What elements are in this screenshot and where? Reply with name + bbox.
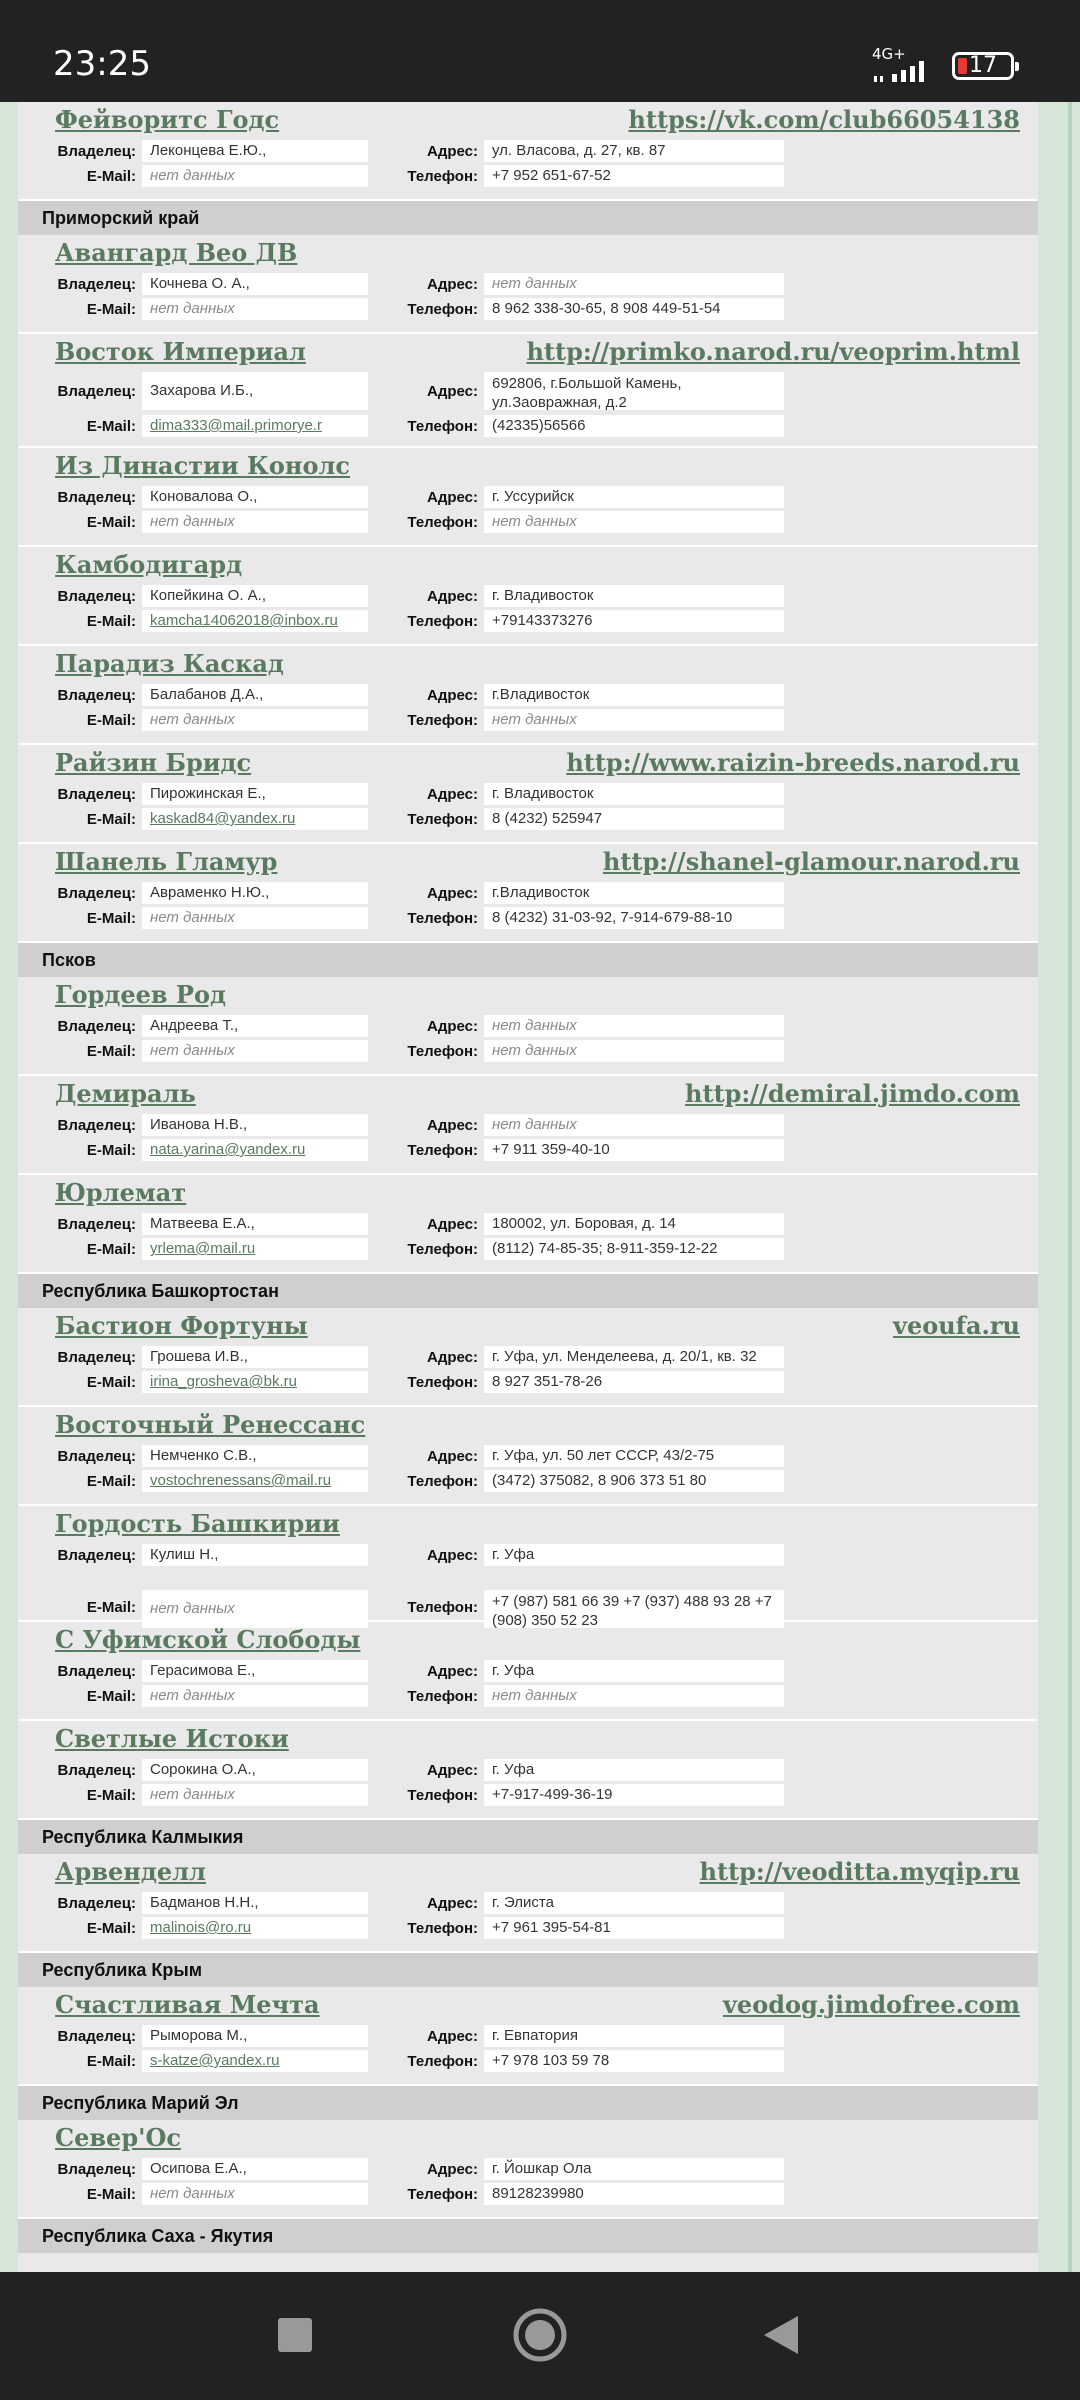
owner-label: Владелец: — [57, 276, 136, 293]
back-button[interactable] — [748, 2302, 814, 2368]
phone-value: 8 962 338-30-65, 8 908 449-51-54 — [484, 298, 784, 320]
kennel-website-link[interactable]: https://vk.com/club66054138 — [628, 105, 1020, 134]
phone-label: Телефон: — [407, 2053, 478, 2070]
address-value: г. Йошкар Ола — [484, 2158, 784, 2180]
owner-label: Владелец: — [57, 1117, 136, 1134]
network-type: 4G+ — [872, 45, 906, 63]
kennel-name-link[interactable]: Фейворитс Годс — [55, 105, 280, 134]
address-label: Адрес: — [427, 2161, 478, 2178]
phone-value: 8 927 351-78-26 — [484, 1371, 784, 1393]
owner-value: Бадманов Н.Н., — [142, 1892, 368, 1914]
email-label: E-Mail: — [86, 712, 136, 729]
kennel-name-link[interactable]: Демираль — [55, 1079, 196, 1108]
kennel-name-link[interactable]: Авангард Вео ДВ — [55, 238, 298, 267]
kennel-website-link[interactable]: veodog.jimdofree.com — [722, 1990, 1020, 2019]
kennel-name-link[interactable]: Север'Ос — [55, 2123, 181, 2152]
owner-label: Владелец: — [57, 588, 136, 605]
address-label: Адрес: — [427, 1762, 478, 1779]
region-header: Приморский край — [18, 201, 1038, 235]
address-value: г. Уфа, ул. 50 лет СССР, 43/2-75 — [484, 1445, 784, 1467]
address-value: г.Владивосток — [484, 882, 784, 904]
signal-icon — [872, 60, 934, 82]
kennel-card — [18, 1076, 1038, 1175]
region-header: Республика Саха - Якутия — [18, 2219, 1038, 2253]
owner-label: Владелец: — [57, 2028, 136, 2045]
owner-value: Сорокина О.А., — [142, 1759, 368, 1781]
owner-value: Коновалова О., — [142, 486, 368, 508]
kennel-card — [18, 1622, 1038, 1721]
phone-label: Телефон: — [407, 1688, 478, 1705]
phone-label: Телефон: — [407, 1599, 478, 1616]
address-label: Адрес: — [427, 588, 478, 605]
owner-label: Владелец: — [57, 1663, 136, 1680]
address-label: Адрес: — [427, 1018, 478, 1035]
email-label: E-Mail: — [86, 1920, 136, 1937]
address-value: г. Элиста — [484, 1892, 784, 1914]
email-value[interactable]: nata.yarina@yandex.ru — [142, 1139, 368, 1161]
phone-value: +7 952 651-67-52 — [484, 165, 784, 187]
kennel-card — [18, 844, 1038, 943]
phone-label: Телефон: — [407, 418, 478, 435]
region-header: Республика Башкортостан — [18, 1274, 1038, 1308]
email-value[interactable]: kamcha14062018@inbox.ru — [142, 610, 368, 632]
phone-label: Телефон: — [407, 712, 478, 729]
phone-value: нет данных — [484, 1685, 784, 1707]
kennel-name-link[interactable]: Счастливая Мечта — [55, 1990, 320, 2019]
email-label: E-Mail: — [86, 2186, 136, 2203]
owner-label: Владелец: — [57, 786, 136, 803]
kennel-name-link[interactable]: Юрлемат — [55, 1178, 187, 1207]
kennel-website-link[interactable]: http://www.raizin-breeds.narod.ru — [566, 748, 1020, 777]
email-label: E-Mail: — [86, 811, 136, 828]
phone-value: +7 (987) 581 66 39 +7 (937) 488 93 28 +7 (908) 350 52 23 — [484, 1590, 784, 1628]
status-bar — [0, 0, 1080, 102]
email-label: E-Mail: — [86, 1599, 136, 1616]
phone-label: Телефон: — [407, 1241, 478, 1258]
owner-label: Владелец: — [57, 1216, 136, 1233]
phone-value: +7-917-499-36-19 — [484, 1784, 784, 1806]
phone-label: Телефон: — [407, 514, 478, 531]
owner-label: Владелец: — [57, 489, 136, 506]
phone-label: Телефон: — [407, 1374, 478, 1391]
email-label: E-Mail: — [86, 2053, 136, 2070]
email-value[interactable]: kaskad84@yandex.ru — [142, 808, 368, 830]
page-border — [1068, 102, 1072, 2272]
phone-label: Телефон: — [407, 811, 478, 828]
phone-label: Телефон: — [407, 1142, 478, 1159]
owner-value: Леконцева Е.Ю., — [142, 140, 368, 162]
kennel-name-link[interactable]: Камбодигард — [55, 550, 243, 579]
owner-label: Владелец: — [57, 2161, 136, 2178]
address-label: Адрес: — [427, 2028, 478, 2045]
kennel-card — [18, 1854, 1038, 1953]
email-label: E-Mail: — [86, 1374, 136, 1391]
address-label: Адрес: — [427, 276, 478, 293]
address-value: г.Владивосток — [484, 684, 784, 706]
region-header: Псков — [18, 943, 1038, 977]
kennel-card — [18, 334, 1038, 448]
address-label: Адрес: — [427, 1547, 478, 1564]
owner-label: Владелец: — [57, 885, 136, 902]
kennel-card — [18, 1175, 1038, 1274]
address-label: Адрес: — [427, 1216, 478, 1233]
email-value[interactable]: irina_grosheva@bk.ru — [142, 1371, 368, 1393]
owner-label: Владелец: — [57, 143, 136, 160]
owner-label: Владелец: — [57, 1547, 136, 1564]
owner-value: Авраменко Н.Ю., — [142, 882, 368, 904]
email-value: нет данных — [142, 1784, 368, 1806]
owner-value: Андреева Т., — [142, 1015, 368, 1037]
address-label: Адрес: — [427, 489, 478, 506]
email-label: E-Mail: — [86, 1241, 136, 1258]
address-value: 180002, ул. Боровая, д. 14 — [484, 1213, 784, 1235]
phone-label: Телефон: — [407, 1787, 478, 1804]
phone-label: Телефон: — [407, 1473, 478, 1490]
phone-value: нет данных — [484, 709, 784, 731]
owner-value: Грошева И.В., — [142, 1346, 368, 1368]
phone-value: (8112) 74-85-35; 8-911-359-12-22 — [484, 1238, 784, 1260]
address-value: г. Уссурийск — [484, 486, 784, 508]
region-header: Республика Крым — [18, 1953, 1038, 1987]
email-label: E-Mail: — [86, 1473, 136, 1490]
phone-label: Телефон: — [407, 1920, 478, 1937]
kennel-name-link[interactable]: Гордеев Род — [55, 980, 226, 1009]
address-label: Адрес: — [427, 1663, 478, 1680]
kennel-card — [18, 1506, 1038, 1628]
kennel-directory — [18, 102, 1038, 2272]
phone-value: нет данных — [484, 1040, 784, 1062]
kennel-card — [18, 448, 1038, 547]
email-label: E-Mail: — [86, 613, 136, 630]
owner-value: Матвеева Е.А., — [142, 1213, 368, 1235]
phone-value: 8 (4232) 31-03-92, 7-914-679-88-10 — [484, 907, 784, 929]
region-header: Республика Калмыкия — [18, 1820, 1038, 1854]
email-label: E-Mail: — [86, 1142, 136, 1159]
phone-value: +79143373276 — [484, 610, 784, 632]
owner-label: Владелец: — [57, 383, 136, 400]
address-value: нет данных — [484, 273, 784, 295]
owner-label: Владелец: — [57, 1349, 136, 1366]
kennel-website-link[interactable]: http://veoditta.myqip.ru — [699, 1857, 1020, 1886]
owner-label: Владелец: — [57, 687, 136, 704]
address-label: Адрес: — [427, 687, 478, 704]
address-value: г. Уфа, ул. Менделеева, д. 20/1, кв. 32 — [484, 1346, 784, 1368]
recents-button[interactable] — [262, 2302, 328, 2368]
owner-value: Копейкина О. А., — [142, 585, 368, 607]
email-value: нет данных — [142, 709, 368, 731]
email-label: E-Mail: — [86, 1688, 136, 1705]
address-value: нет данных — [484, 1015, 784, 1037]
phone-value: +7 978 103 59 78 — [484, 2050, 784, 2072]
phone-label: Телефон: — [407, 910, 478, 927]
kennel-name-link[interactable]: Восточный Ренессанс — [55, 1410, 366, 1439]
email-value[interactable]: yrlema@mail.ru — [142, 1238, 368, 1260]
address-value: г. Евпатория — [484, 2025, 784, 2047]
kennel-card — [18, 1721, 1038, 1820]
kennel-website-link[interactable]: http://demiral.jimdo.com — [685, 1079, 1020, 1108]
kennel-name-link[interactable]: Райзин Бридс — [55, 748, 252, 777]
kennel-card — [18, 1308, 1038, 1407]
address-label: Адрес: — [427, 885, 478, 902]
email-value: нет данных — [142, 1685, 368, 1707]
kennel-name-link[interactable]: Восток Империал — [55, 337, 306, 366]
region-header: Республика Марий Эл — [18, 2086, 1038, 2120]
phone-label: Телефон: — [407, 1043, 478, 1060]
address-value: г. Уфа — [484, 1660, 784, 1682]
owner-value: Кулиш Н., — [142, 1544, 368, 1566]
email-value: нет данных — [142, 907, 368, 929]
kennel-name-link[interactable]: Бастион Фортуны — [55, 1311, 308, 1340]
kennel-card — [18, 235, 1038, 334]
owner-label: Владелец: — [57, 1762, 136, 1779]
address-value: ул. Власова, д. 27, кв. 87 — [484, 140, 784, 162]
owner-value: Иванова Н.В., — [142, 1114, 368, 1136]
kennel-card — [18, 646, 1038, 745]
phone-value: (42335)56566 — [484, 415, 784, 437]
clock: 23:25 — [53, 44, 151, 84]
address-label: Адрес: — [427, 1448, 478, 1465]
kennel-name-link[interactable]: С Уфимской Слободы — [55, 1625, 361, 1654]
email-value: нет данных — [142, 2183, 368, 2205]
kennel-card — [18, 547, 1038, 646]
email-label: E-Mail: — [86, 418, 136, 435]
email-value: нет данных — [142, 165, 368, 187]
email-value: нет данных — [142, 511, 368, 533]
owner-value: Кочнева О. А., — [142, 273, 368, 295]
email-label: E-Mail: — [86, 301, 136, 318]
battery-icon — [952, 52, 1014, 80]
address-value: г. Владивосток — [484, 783, 784, 805]
address-value: г. Владивосток — [484, 585, 784, 607]
kennel-name-link[interactable]: Парадиз Каскад — [55, 649, 284, 678]
address-label: Адрес: — [427, 786, 478, 803]
kennel-website-link[interactable]: http://shanel-glamour.narod.ru — [602, 847, 1020, 876]
phone-label: Телефон: — [407, 613, 478, 630]
owner-label: Владелец: — [57, 1895, 136, 1912]
email-value: нет данных — [142, 1040, 368, 1062]
phone-value: +7 911 359-40-10 — [484, 1139, 784, 1161]
address-value: г. Уфа — [484, 1544, 784, 1566]
kennel-name-link[interactable]: Светлые Истоки — [55, 1724, 289, 1753]
kennel-name-link[interactable]: Из Династии Конолс — [55, 451, 350, 480]
address-label: Адрес: — [427, 1349, 478, 1366]
email-label: E-Mail: — [86, 514, 136, 531]
owner-label: Владелец: — [57, 1018, 136, 1035]
phone-label: Телефон: — [407, 168, 478, 185]
owner-value: Герасимова Е., — [142, 1660, 368, 1682]
owner-value: Балабанов Д.А., — [142, 684, 368, 706]
email-value[interactable]: dima333@mail.primorye.r — [142, 415, 368, 437]
phone-value: (3472) 375082, 8 906 373 51 80 — [484, 1470, 784, 1492]
kennel-website-link[interactable]: http://primko.narod.ru/veoprim.html — [526, 337, 1020, 366]
address-label: Адрес: — [427, 1895, 478, 1912]
home-button[interactable] — [507, 2302, 573, 2368]
kennel-card — [18, 745, 1038, 844]
email-value[interactable]: vostochrenessans@mail.ru — [142, 1470, 368, 1492]
owner-value: Захарова И.Б., — [142, 372, 368, 410]
kennel-card — [18, 102, 1038, 201]
address-label: Адрес: — [427, 1117, 478, 1134]
email-label: E-Mail: — [86, 168, 136, 185]
address-value: 692806, г.Большой Камень, ул.Заовражная, д.2 — [484, 372, 784, 410]
email-label: E-Mail: — [86, 1787, 136, 1804]
owner-value: Пирожинская Е., — [142, 783, 368, 805]
email-value: нет данных — [142, 1590, 368, 1628]
owner-label: Владелец: — [57, 1448, 136, 1465]
owner-value: Осипова Е.А., — [142, 2158, 368, 2180]
kennel-card — [18, 977, 1038, 1076]
kennel-card — [18, 1407, 1038, 1506]
kennel-card — [18, 2120, 1038, 2219]
battery-level: 17 — [969, 53, 997, 78]
address-value: нет данных — [484, 1114, 784, 1136]
phone-label: Телефон: — [407, 301, 478, 318]
kennel-name-link[interactable]: Арвенделл — [55, 1857, 206, 1886]
kennel-name-link[interactable]: Гордость Башкирии — [55, 1509, 340, 1538]
address-value: г. Уфа — [484, 1759, 784, 1781]
email-label: E-Mail: — [86, 910, 136, 927]
address-label: Адрес: — [427, 143, 478, 160]
phone-value: 89128239980 — [484, 2183, 784, 2205]
kennel-website-link[interactable]: veoufa.ru — [893, 1311, 1020, 1340]
navigation-bar — [0, 2272, 1080, 2400]
kennel-name-link[interactable]: Шанель Гламур — [55, 847, 278, 876]
email-label: E-Mail: — [86, 1043, 136, 1060]
kennel-card — [18, 1987, 1038, 2086]
owner-value: Немченко С.В., — [142, 1445, 368, 1467]
email-value[interactable]: malinois@ro.ru — [142, 1917, 368, 1939]
address-label: Адрес: — [427, 383, 478, 400]
phone-label: Телефон: — [407, 2186, 478, 2203]
phone-value: нет данных — [484, 511, 784, 533]
phone-value: 8 (4232) 525947 — [484, 808, 784, 830]
owner-value: Рыморова М., — [142, 2025, 368, 2047]
email-value: нет данных — [142, 298, 368, 320]
email-value[interactable]: s-katze@yandex.ru — [142, 2050, 368, 2072]
phone-value: +7 961 395-54-81 — [484, 1917, 784, 1939]
